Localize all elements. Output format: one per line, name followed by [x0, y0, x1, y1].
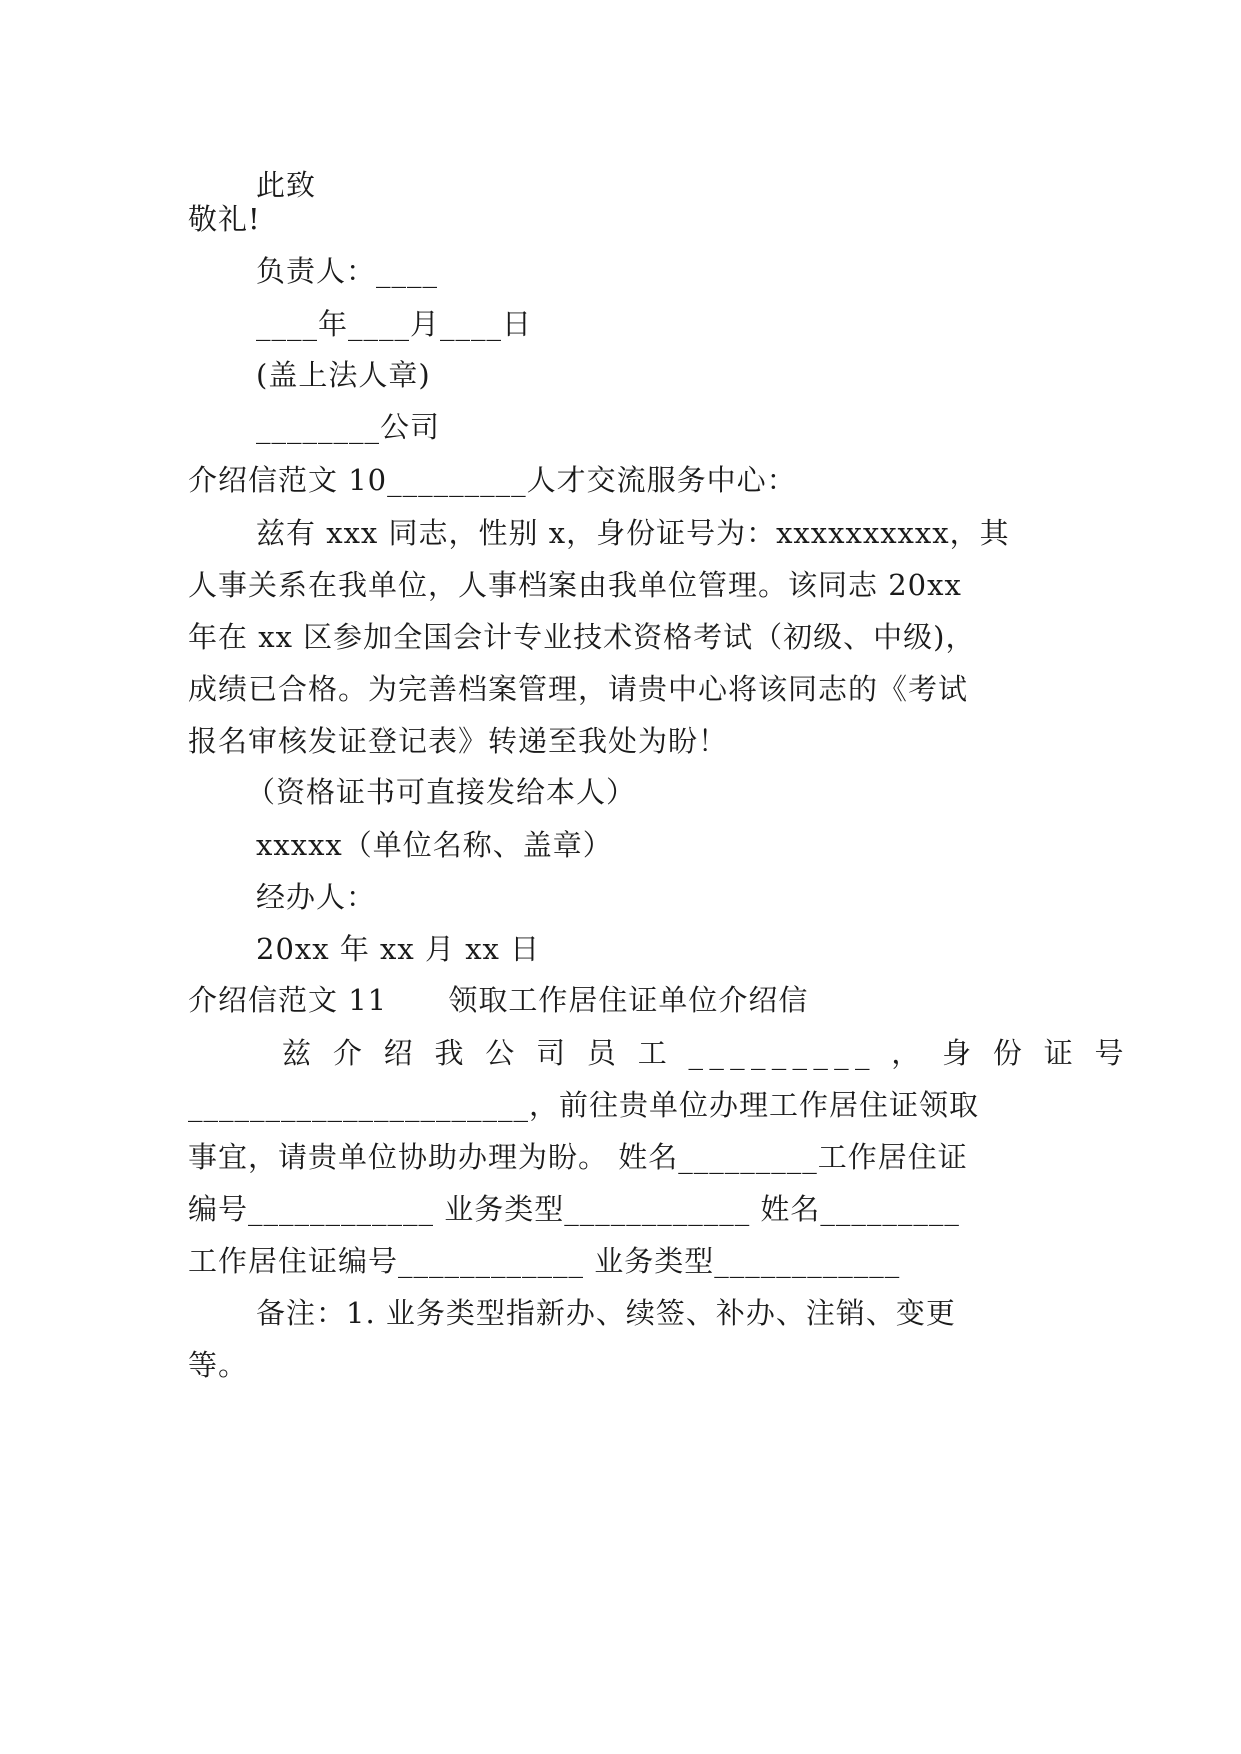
sample-11-body-line-5: 工作居住证编号____________ 业务类型____________ — [188, 1244, 901, 1278]
sample-11-body-line-1: 兹 介 绍 我 公 司 员 工 _________ ， 身 份 证 号 — [282, 1036, 1130, 1070]
sample-11-body-line-4: 编号____________ 业务类型____________ 姓名_________ — [188, 1192, 960, 1226]
sample-10-body-line-1: 兹有 xxx 同志，性别 x，身份证号为：xxxxxxxxxx，其 — [256, 516, 1010, 550]
sample-11-heading: 介绍信范文 11 领取工作居住证单位介绍信 — [188, 983, 809, 1017]
sample-10-body-line-4: 成绩已合格。为完善档案管理，请贵中心将该同志的《考试 — [188, 672, 969, 706]
closing-salutation: 此致 — [256, 168, 317, 202]
date-line: ____年____月____日 — [256, 307, 533, 341]
remark-line-2: 等。 — [188, 1348, 249, 1382]
sample-10-date: 20xx 年 xx 月 xx 日 — [256, 932, 541, 966]
certificate-note: （资格证书可直接发给本人） — [246, 775, 637, 809]
company-line: ________公司 — [256, 410, 441, 444]
handler-line: 经办人： — [256, 880, 377, 914]
seal-note: (盖上法人章) — [256, 358, 431, 392]
sample-10-heading: 介绍信范文 10_________人才交流服务中心： — [188, 463, 797, 497]
sample-10-body-line-3: 年在 xx 区参加全国会计专业技术资格考试（初级、中级)， — [188, 620, 976, 654]
responsible-person-line: 负责人：____ — [256, 254, 439, 288]
sample-11-body-line-3: 事宜，请贵单位协助办理为盼。 姓名_________工作居住证 — [188, 1140, 968, 1174]
sample-10-body-line-5: 报名审核发证登记表》转递至我处为盼！ — [188, 724, 729, 758]
sample-11-body-line-2: ______________________，前往贵单位办理工作居住证领取 — [188, 1088, 980, 1122]
sample-10-body-line-2: 人事关系在我单位，人事档案由我单位管理。该同志 20xx — [188, 568, 962, 602]
unit-name-seal: xxxxx（单位名称、盖章） — [256, 828, 613, 862]
closing-regards: 敬礼! — [188, 202, 261, 236]
remark-line-1: 备注：1. 业务类型指新办、续签、补办、注销、变更 — [256, 1296, 956, 1330]
